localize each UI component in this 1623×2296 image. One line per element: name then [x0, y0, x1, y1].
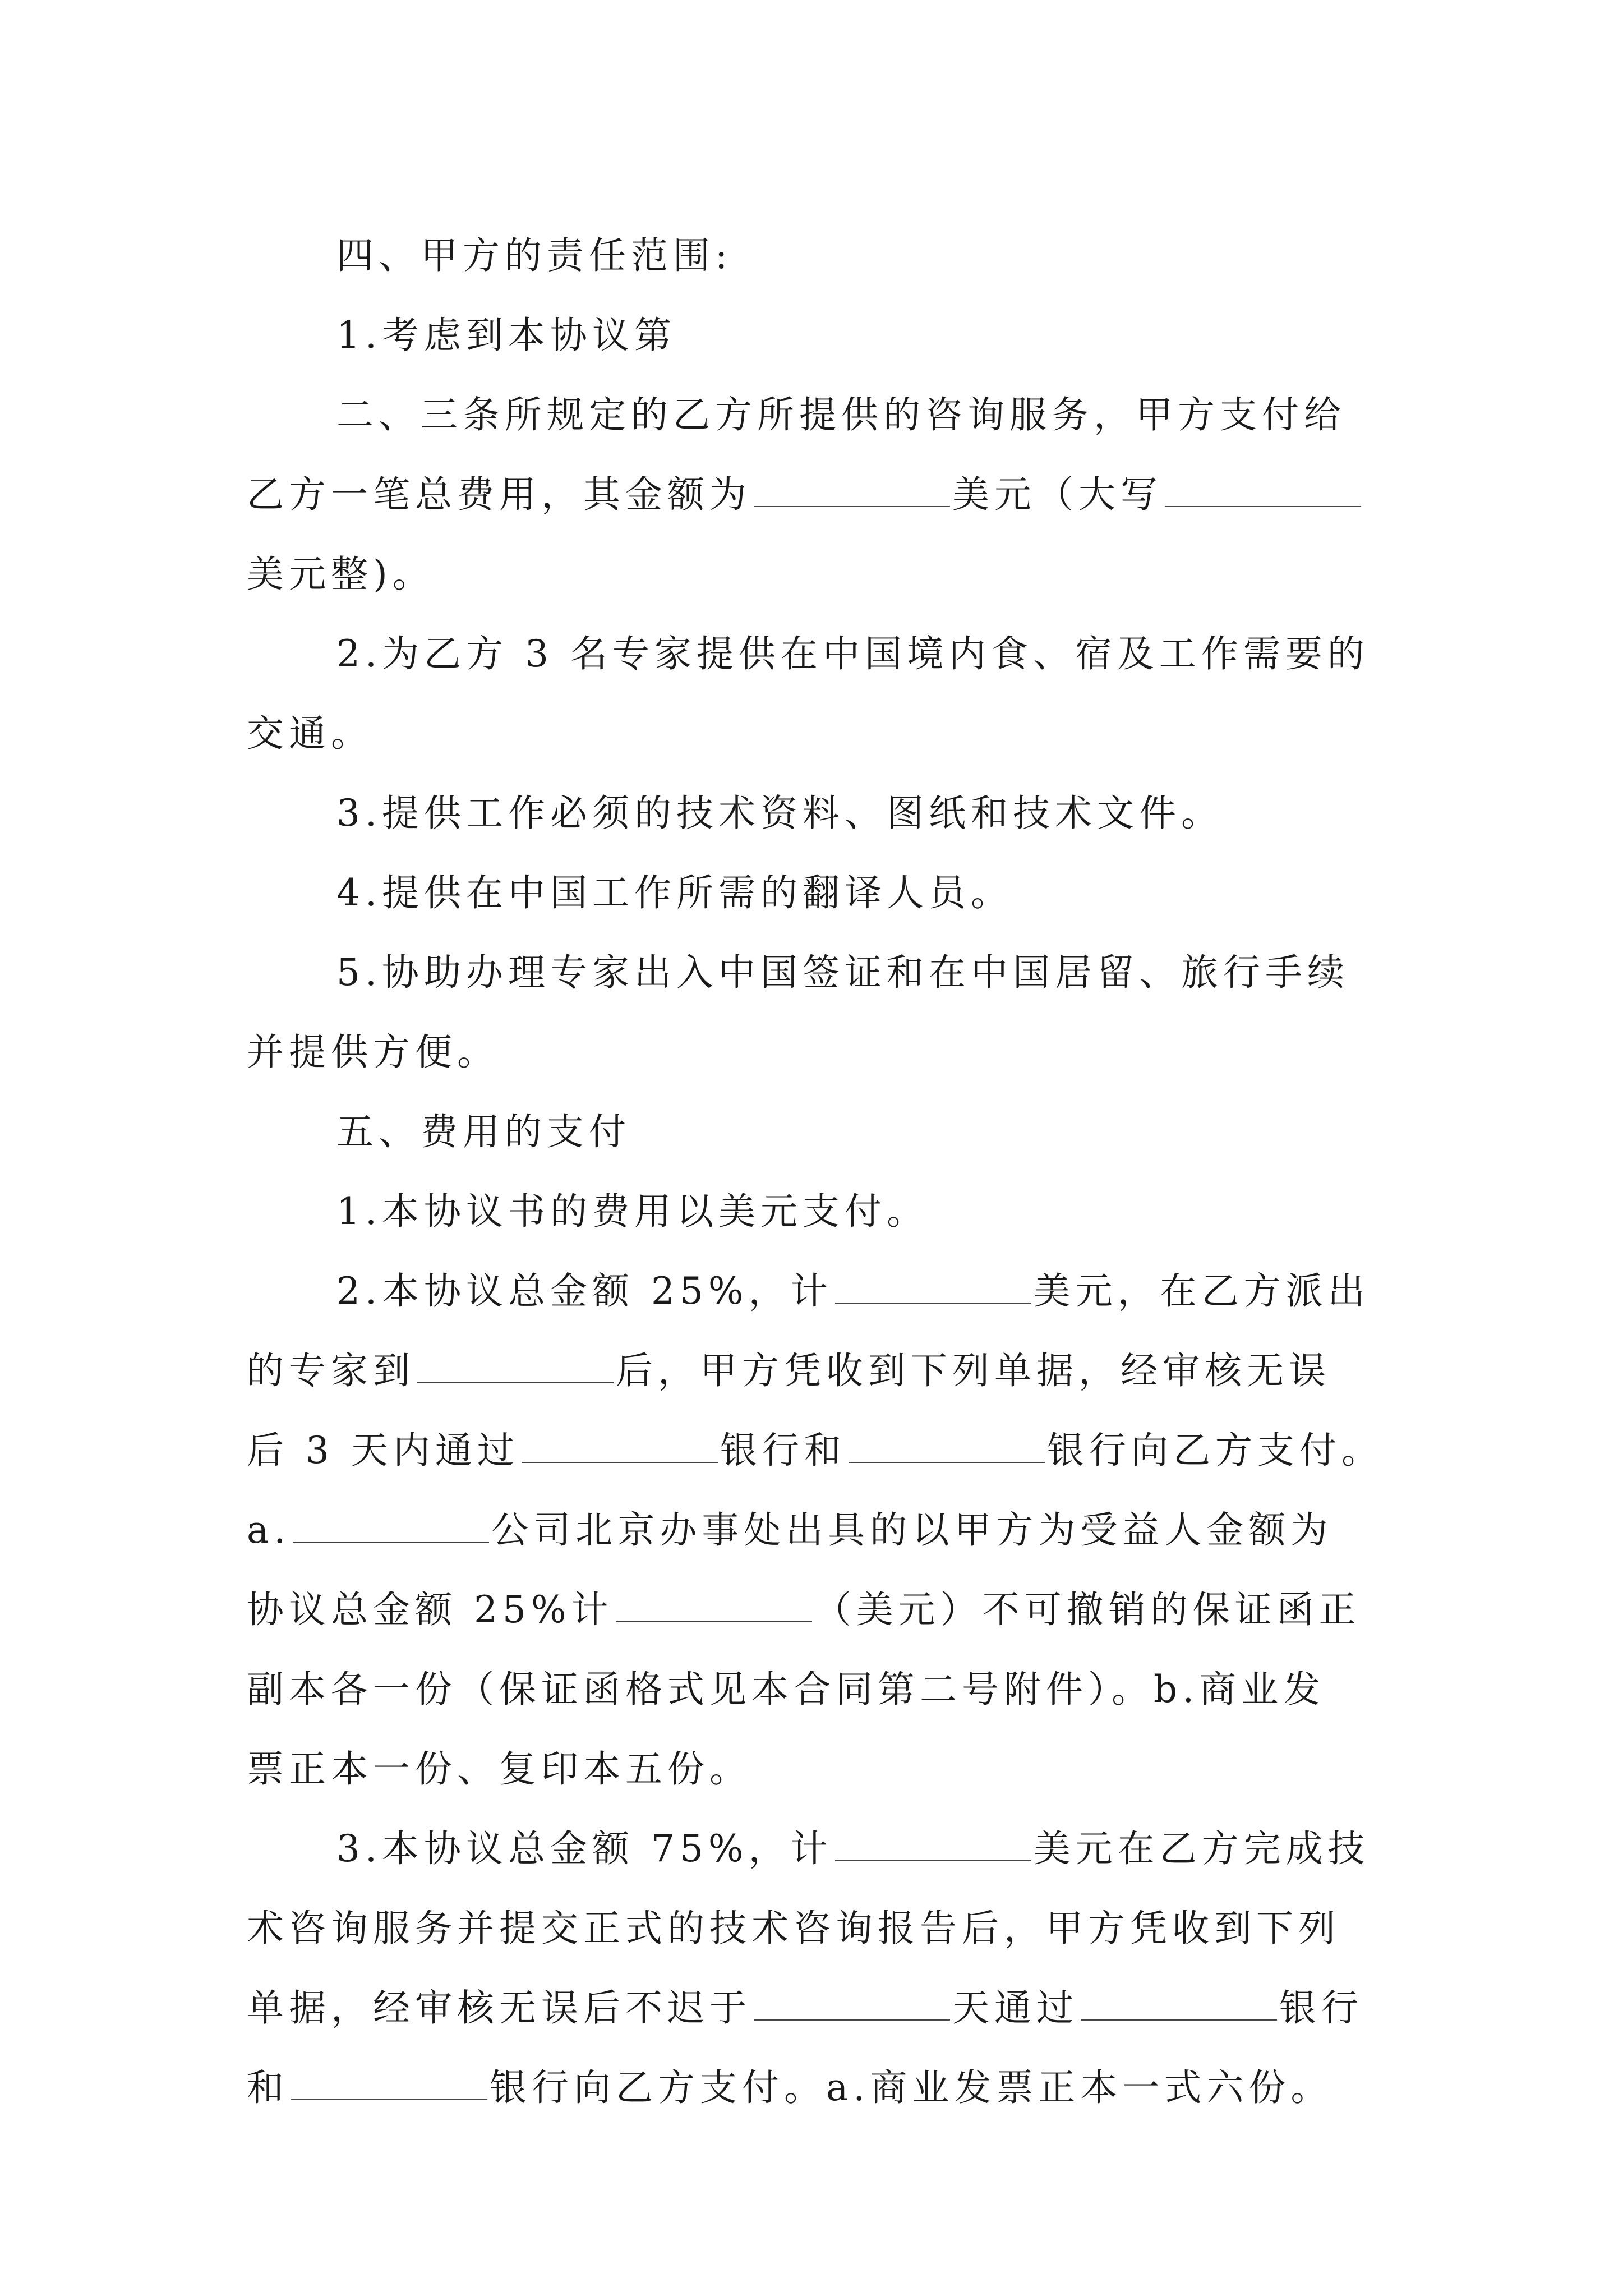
- text-segment: 后，甲方凭收到下列单据，经审核无误: [616, 1349, 1331, 1392]
- text-segment: 乙方一笔总费用，其金额为: [247, 473, 751, 516]
- text-line: 并提供方便。: [247, 1030, 499, 1074]
- blank-field: [293, 1512, 489, 1543]
- text-segment: 美元，在乙方派出: [1033, 1269, 1370, 1313]
- paragraph: [247, 1172, 1391, 1251]
- text-segment: a.: [247, 1508, 291, 1552]
- blank-field: [1165, 477, 1361, 507]
- text-line: 交通。: [247, 712, 373, 755]
- text-line: 美元整)。: [247, 553, 435, 596]
- text-segment: 和: [247, 2066, 289, 2109]
- section-heading-4: [247, 216, 1391, 296]
- document-body: [247, 216, 1391, 2128]
- paragraph-continued: [247, 535, 1391, 614]
- paragraph-continued: [247, 1889, 1391, 1968]
- text-segment: 银行向乙方支付。a.商业发票正本一式六份。: [490, 2066, 1333, 2109]
- text-line: 2.为乙方 3 名专家提供在中国境内食、宿及工作需要的: [336, 632, 1370, 675]
- blank-field: [835, 1831, 1031, 1861]
- text-segment: 协议总金额 25%计: [247, 1588, 614, 1631]
- blank-field: [754, 1990, 950, 2021]
- text-line: 4.提供在中国工作所需的翻译人员。: [336, 871, 1013, 914]
- text-segment: 银行: [1279, 1986, 1363, 2030]
- paragraph: [247, 1809, 1391, 1889]
- text-segment: 2.本协议总金额 25%，计: [336, 1269, 833, 1313]
- text-segment: 天通过: [952, 1986, 1078, 2030]
- section-heading-5: [247, 1092, 1391, 1172]
- paragraph: [247, 774, 1391, 853]
- blank-field: [1081, 1990, 1277, 2021]
- text-segment: 银行向乙方支付。: [1046, 1429, 1384, 1472]
- blank-field: [849, 1433, 1045, 1463]
- paragraph: [247, 933, 1391, 1013]
- text-line: 二、三条所规定的乙方所提供的咨询服务，甲方支付给: [336, 393, 1346, 436]
- text-line: 5.协助办理专家出入中国签证和在中国居留、旅行手续: [336, 951, 1349, 994]
- paragraph: [247, 853, 1391, 933]
- text-line: 术咨询服务并提交正式的技术咨询报告后，甲方凭收到下列: [247, 1907, 1340, 1950]
- paragraph: [247, 1251, 1391, 1331]
- paragraph-continued: [247, 1411, 1391, 1490]
- text-line: 四、甲方的责任范围:: [336, 234, 733, 277]
- text-segment: 单据，经审核无误后不迟于: [247, 1986, 751, 2030]
- paragraph-continued: [247, 694, 1391, 774]
- paragraph-continued: [247, 1650, 1391, 1729]
- text-segment: 3.本协议总金额 75%，计: [336, 1827, 833, 1870]
- paragraph-continued: [247, 1570, 1391, 1650]
- text-segment: （美元）不可撤销的保证函正: [814, 1588, 1361, 1631]
- text-segment: 公司北京办事处出具的以甲方为受益人金额为: [491, 1508, 1333, 1552]
- text-line: 1.考虑到本协议第: [336, 314, 676, 357]
- text-line: 五、费用的支付: [336, 1110, 631, 1153]
- text-line: 3.提供工作必须的技术资料、图纸和技术文件。: [336, 792, 1223, 835]
- paragraph-continued: [247, 455, 1391, 535]
- blank-field: [291, 2070, 487, 2100]
- paragraph-continued: [247, 1729, 1391, 1809]
- blank-field: [522, 1433, 718, 1463]
- paragraph-continued: [247, 1968, 1391, 2048]
- text-line: 副本各一份（保证函格式见本合同第二号附件）。b.商业发: [247, 1668, 1326, 1711]
- paragraph: [247, 614, 1391, 694]
- text-segment: 后 3 天内通过: [247, 1429, 519, 1472]
- paragraph-continued: [247, 1490, 1391, 1570]
- paragraph-continued: [247, 1331, 1391, 1411]
- text-line: 票正本一份、复印本五份。: [247, 1747, 751, 1791]
- blank-field: [417, 1353, 614, 1383]
- text-segment: 美元在乙方完成技: [1033, 1827, 1370, 1870]
- text-segment: 银行和: [720, 1429, 846, 1472]
- blank-field: [754, 477, 950, 507]
- paragraph-continued: [247, 1013, 1391, 1092]
- paragraph-continued: [247, 2048, 1391, 2128]
- blank-field: [835, 1273, 1031, 1304]
- text-segment: 的专家到: [247, 1349, 415, 1392]
- paragraph: [247, 296, 1391, 375]
- paragraph: [247, 375, 1391, 455]
- blank-field: [616, 1592, 812, 1622]
- text-segment: 美元（大写: [952, 473, 1163, 516]
- text-line: 1.本协议书的费用以美元支付。: [336, 1190, 929, 1233]
